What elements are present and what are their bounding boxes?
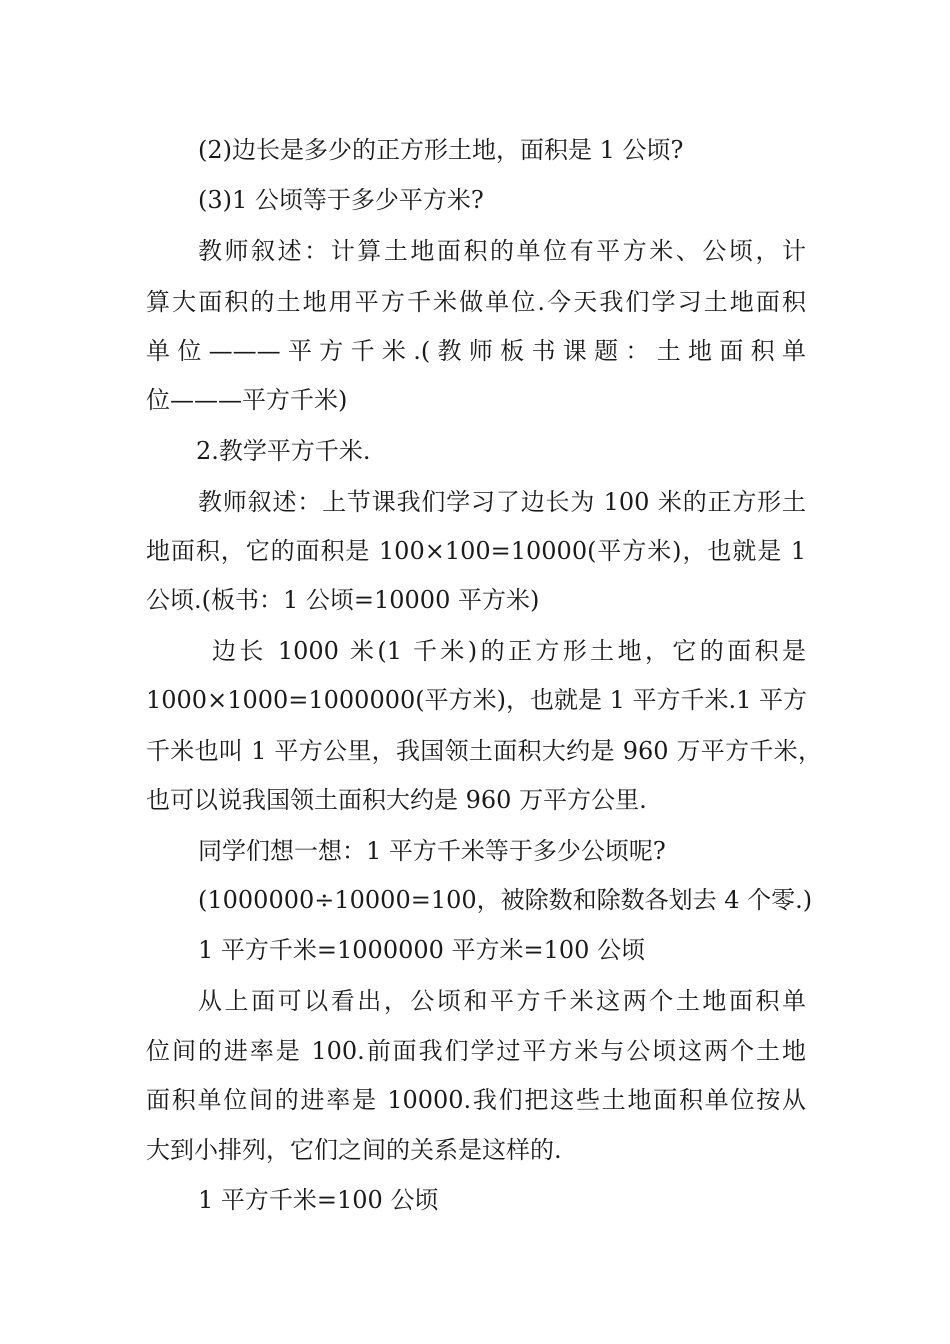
paragraph-teacher-intro-line-3: 单位———平方千米.(教师板书课题：土地面积单	[146, 337, 806, 365]
paragraph-rate-line-4: 大到小排列，它们之间的关系是这样的.	[146, 1136, 562, 1164]
paragraph-teacher-intro-line-4: 位———平方千米)	[146, 386, 348, 414]
paragraph-review-line-3: 公顷.(板书：1 公顷=10000 平方米)	[146, 586, 540, 614]
paragraph-rate-line-2: 位间的进率是 100.前面我们学过平方米与公顷这两个土地	[146, 1037, 806, 1065]
paragraph-square-km-line-3: 千米也叫 1 平方公里，我国领土面积大约是 960 万平方千米，	[146, 737, 822, 765]
paragraph-teacher-intro-line-1: 教师叙述：计算土地面积的单位有平方米、公顷，计	[198, 237, 806, 265]
think-question: 同学们想一想：1 平方千米等于多少公顷呢?	[198, 837, 666, 865]
question-2: (2)边长是多少的正方形土地，面积是 1 公顷?	[198, 136, 684, 164]
paragraph-review-line-2: 地面积，它的面积是 100×100=10000(平方米)，也就是 1	[146, 537, 806, 565]
think-answer-note: (1000000÷10000=100，被除数和除数各划去 4 个零.)	[198, 886, 813, 914]
conversion-formula-1: 1 平方千米=1000000 平方米=100 公顷	[198, 936, 646, 964]
paragraph-square-km-line-4: 也可以说我国领土面积大约是 960 万平方公里.	[146, 786, 647, 814]
question-3: (3)1 公顷等于多少平方米?	[198, 186, 484, 214]
paragraph-square-km-line-1: 边长 1000 米(1 千米)的正方形土地，它的面积是	[212, 637, 806, 665]
paragraph-teacher-intro-line-2: 算大面积的土地用平方千米做单位.今天我们学习土地面积	[146, 288, 806, 316]
paragraph-review-line-1: 教师叙述：上节课我们学习了边长为 100 米的正方形土	[198, 488, 806, 516]
section-heading: 2.教学平方千米.	[196, 437, 371, 465]
conversion-formula-2: 1 平方千米=100 公顷	[198, 1186, 439, 1214]
paragraph-rate-line-1: 从上面可以看出，公顷和平方千米这两个土地面积单	[198, 987, 806, 1015]
paragraph-rate-line-3: 面积单位间的进率是 10000.我们把这些土地面积单位按从	[146, 1086, 806, 1114]
paragraph-square-km-line-2: 1000×1000=1000000(平方米)，也就是 1 平方千米.1 平方	[146, 686, 808, 714]
